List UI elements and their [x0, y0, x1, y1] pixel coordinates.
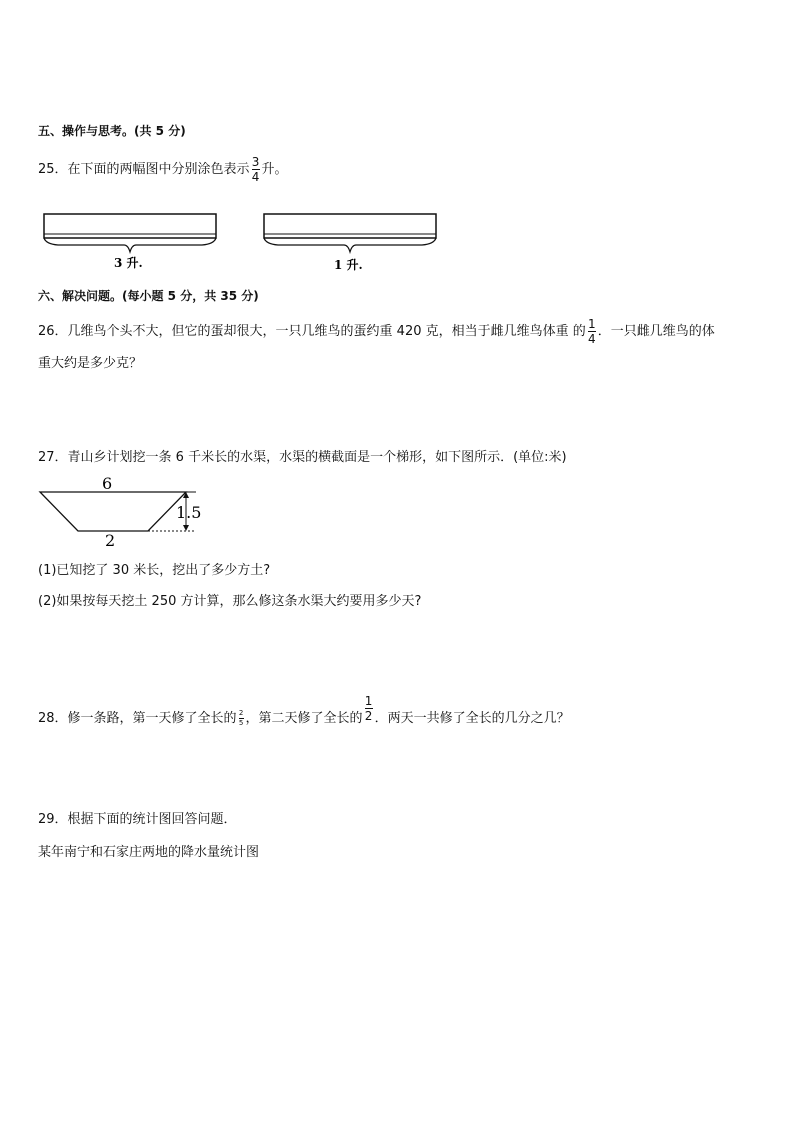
question-28-part1: 28．修一条路，第一天修了全长的 — [38, 711, 237, 726]
question-28-part3: ．两天一共修了全长的几分之几？ — [374, 711, 570, 726]
question-27-sub2: (2)如果按每天挖土 250 方计算，那么修这条水渠大约要用多少天? — [38, 594, 422, 609]
height-label: 1.5 — [176, 503, 202, 522]
question-25-suffix: 升。 — [261, 162, 288, 177]
question-26 — [38, 318, 715, 345]
trapezoid-cross-section — [36, 474, 216, 554]
bar-3-liters — [44, 214, 216, 252]
question-29-chart-title: 某年南宁和石家庄两地的降水量统计图 — [38, 845, 260, 860]
question-28 — [38, 694, 570, 732]
top-length-label: 6 — [102, 474, 113, 493]
question-25 — [38, 156, 288, 183]
arrow-head-down — [183, 525, 189, 531]
question-28-part2: ，第二天修了全长的 — [245, 711, 363, 726]
bar-1-label: 3 升. — [114, 256, 143, 270]
fraction-one-half: $\frac{1}{2}$ — [364, 694, 373, 723]
fraction-one-quarter: $\frac{1}{4}$ — [587, 317, 596, 346]
question-27-stem: 27．青山乡计划挖一条 6 千米长的水渠，水渠的横截面是一个梯形，如下图所示．(单位:米) — [38, 450, 567, 465]
section-heading-6: 六、解决问题。(每小题 5 分，共 35 分) — [38, 289, 259, 303]
question-26-line2: 重大约是多少克？ — [38, 356, 143, 371]
question-26-prefix: 26．几维鸟个头不大，但它的蛋却很大，一只几维鸟的蛋约重 420 克，相当于雌几维鸟体重 的 — [38, 324, 586, 339]
section-heading-5: 五、操作与思考。(共 5 分) — [38, 124, 186, 138]
trapezoid-shape — [40, 492, 186, 531]
question-27-sub1: (1)已知挖了 30 米长，挖出了多少方土? — [38, 563, 271, 578]
bar-1-liter — [264, 214, 436, 252]
fraction-three-quarters: $\frac{3}{4}$ — [251, 155, 260, 184]
question-25-prefix: 25．在下面的两幅图中分别涂色表示 — [38, 162, 250, 177]
bottom-length-label: 2 — [105, 531, 116, 550]
question-26-suffix: ．一只雌几维鸟的体 — [597, 324, 715, 339]
question-29-stem: 29．根据下面的统计图回答问题． — [38, 812, 237, 827]
fraction-two-fifths: $\frac{2}{5}$ — [238, 709, 244, 727]
bar-2-label: 1 升. — [334, 258, 363, 272]
liter-bars-diagram — [38, 210, 448, 275]
